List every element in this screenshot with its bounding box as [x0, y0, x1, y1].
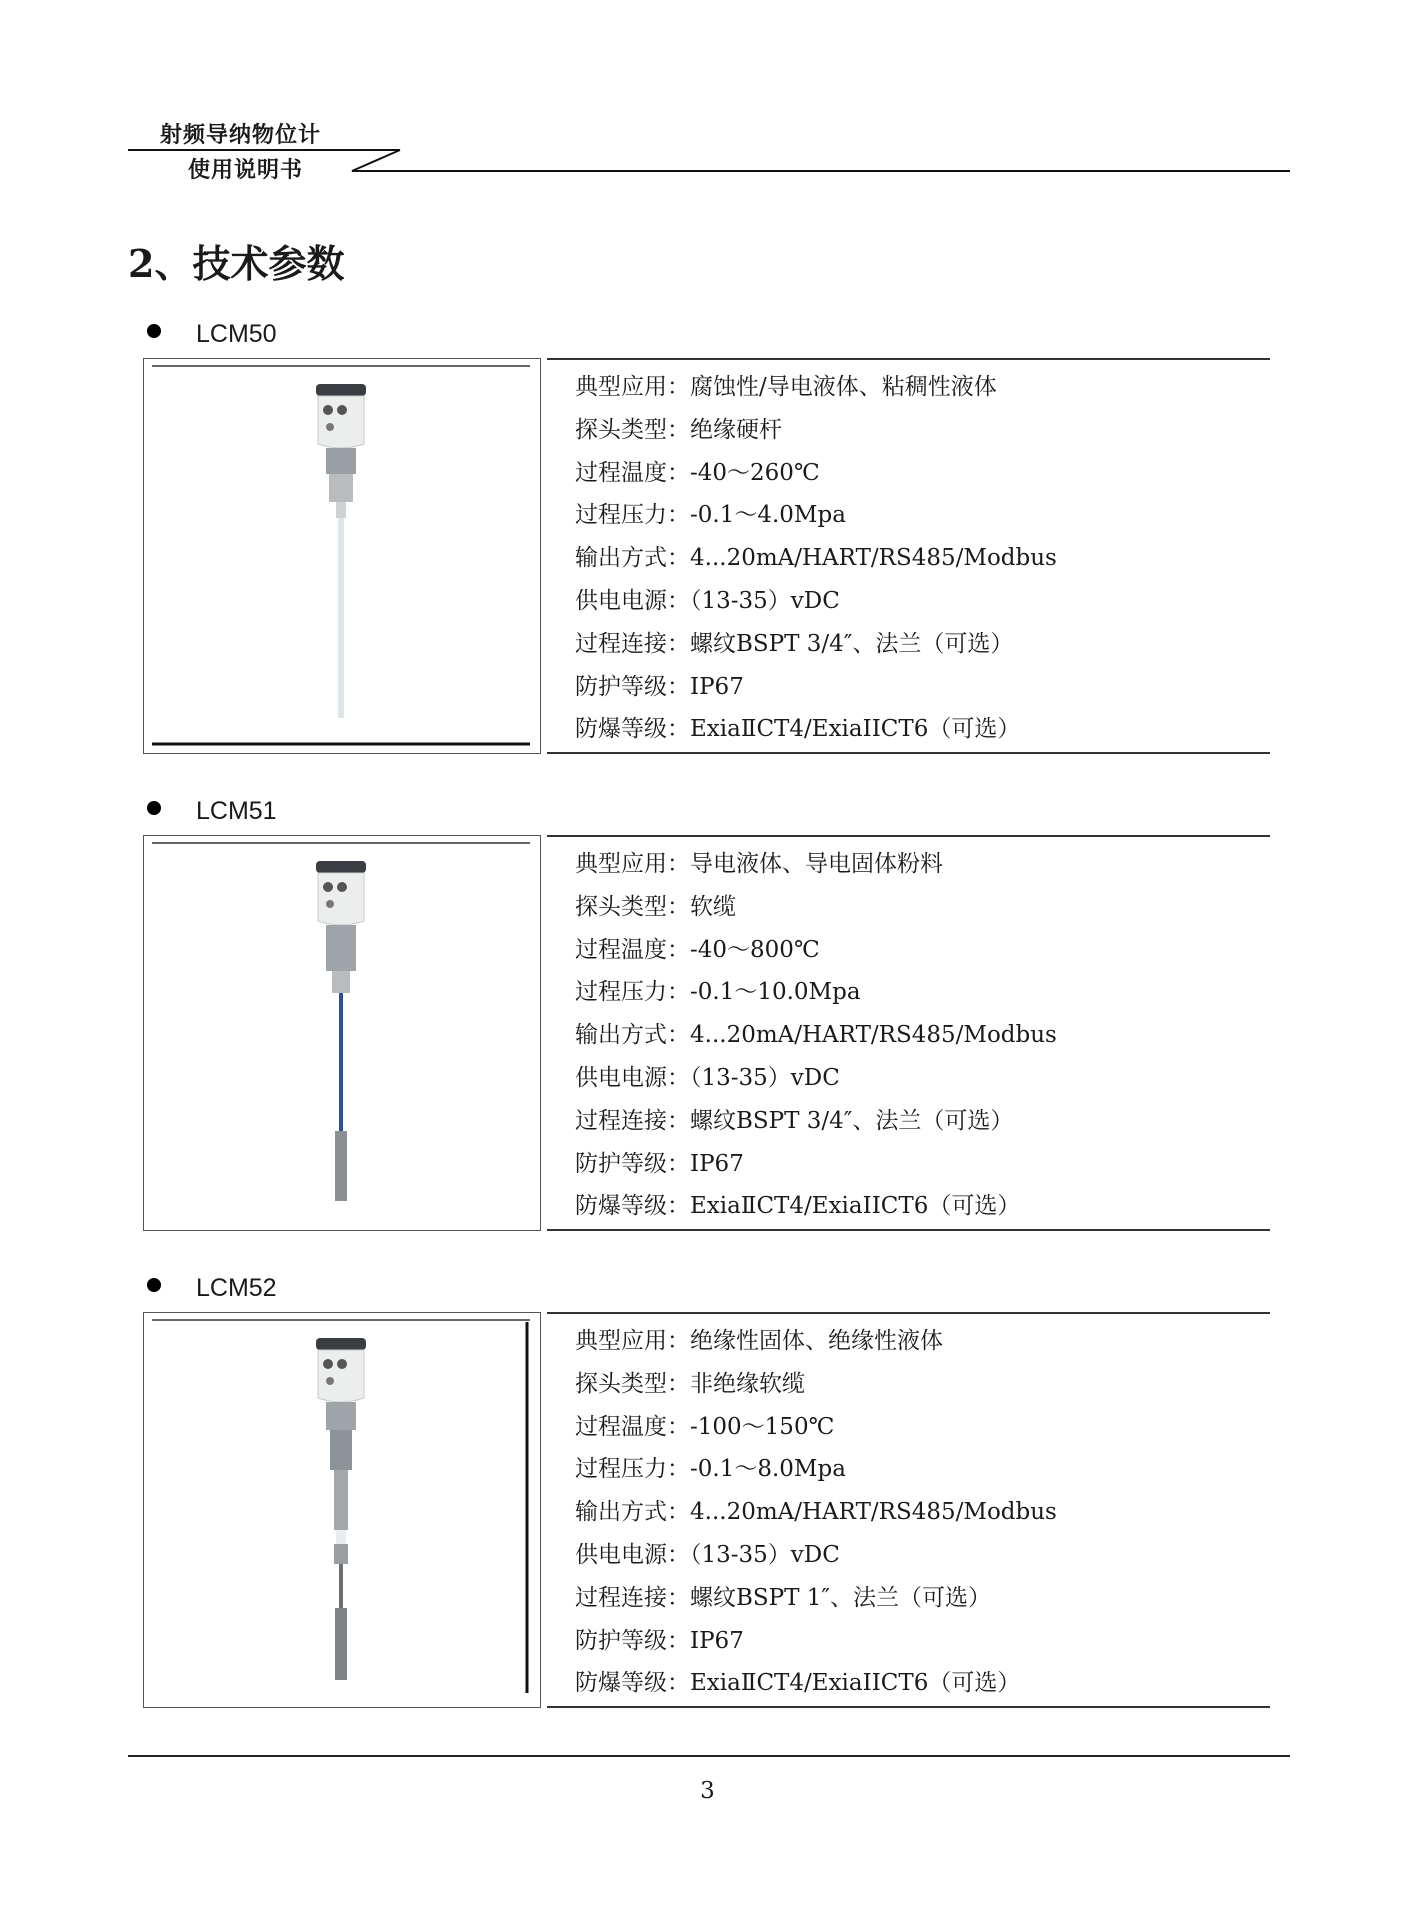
spec-label: 过程压力 — [575, 979, 667, 1006]
spec-value: 螺纹BSPT 1″、法兰（可选） — [690, 1584, 992, 1611]
spec-row: 过程温度：-40～800℃ — [575, 936, 820, 963]
spec-value: IP67 — [690, 1627, 744, 1654]
spec-value: IP67 — [690, 673, 744, 700]
spec-row: 过程压力：-0.1～10.0Mpa — [575, 979, 861, 1006]
spec-value: ExiaⅡCT4/ExiaIICT6（可选） — [690, 716, 1021, 743]
spec-label: 过程连接 — [575, 1107, 667, 1134]
spec-label: 供电电源 — [575, 1064, 667, 1091]
spec-label: 典型应用 — [575, 851, 667, 877]
spec-value: 非绝缘软缆 — [690, 1370, 805, 1397]
spec-row: 探头类型：非绝缘软缆 — [575, 1370, 805, 1397]
spec-row: 防护等级：IP67 — [575, 1627, 744, 1654]
spec-row: 典型应用：绝缘性固体、绝缘性液体 — [575, 1328, 943, 1354]
spec-label: 过程温度 — [575, 936, 667, 963]
product-image-lcm50 — [143, 358, 541, 754]
probe-rigid-rod-image — [144, 359, 539, 752]
footer-rule — [128, 1755, 1290, 1757]
spec-label: 探头类型 — [575, 1370, 667, 1397]
spec-value: -40～260℃ — [690, 459, 820, 486]
spec-label: 典型应用 — [575, 374, 667, 400]
spec-label: 防爆等级 — [575, 1193, 667, 1220]
spec-value: （13-35）vDC — [690, 587, 840, 614]
spec-row: 探头类型：绝缘硬杆 — [575, 416, 782, 443]
spec-value: 软缆 — [690, 893, 736, 920]
model-name: LCM51 — [196, 797, 277, 825]
model-name: LCM50 — [196, 320, 277, 348]
spec-value: 导电液体、导电固体粉料 — [690, 851, 943, 877]
spec-row: 过程压力：-0.1～4.0Mpa — [575, 502, 846, 529]
product-lcm52 — [0, 1274, 1415, 1714]
spec-label: 过程温度 — [575, 459, 667, 486]
spec-label: 防爆等级 — [575, 716, 667, 743]
spec-row: 防护等级：IP67 — [575, 673, 744, 700]
spec-row: 防护等级：IP67 — [575, 1150, 744, 1177]
spec-value: ExiaⅡCT4/ExiaIICT6（可选） — [690, 1193, 1021, 1220]
spec-value: 4...20mA/HART/RS485/Modbus — [690, 1022, 1057, 1049]
spec-label: 探头类型 — [575, 893, 667, 920]
spec-row: 过程连接：螺纹BSPT 1″、法兰（可选） — [575, 1584, 992, 1611]
spec-list — [575, 843, 1057, 1228]
spec-label: 防护等级 — [575, 1150, 667, 1177]
spec-label: 供电电源 — [575, 1541, 667, 1568]
spec-row: 输出方式：4...20mA/HART/RS485/Modbus — [575, 1499, 1057, 1526]
spec-rule-bottom — [547, 752, 1270, 754]
spec-value: -0.1～4.0Mpa — [690, 502, 846, 529]
spec-row: 过程连接：螺纹BSPT 3/4″、法兰（可选） — [575, 1107, 1014, 1134]
spec-row: 典型应用：腐蚀性/导电液体、粘稠性液体 — [575, 374, 997, 400]
spec-rule-top — [547, 358, 1270, 360]
spec-row: 供电电源：（13-35）vDC — [575, 1064, 840, 1091]
spec-rule-bottom — [547, 1706, 1270, 1708]
spec-label: 防爆等级 — [575, 1670, 667, 1697]
spec-value: -40～800℃ — [690, 936, 820, 963]
product-image-lcm52 — [143, 1312, 541, 1708]
spec-value: -0.1～8.0Mpa — [690, 1456, 846, 1483]
spec-value: 绝缘性固体、绝缘性液体 — [690, 1328, 943, 1354]
spec-label: 供电电源 — [575, 587, 667, 614]
spec-value: -100～150℃ — [690, 1413, 835, 1440]
spec-label: 典型应用 — [575, 1328, 667, 1354]
spec-label: 过程压力 — [575, 1456, 667, 1483]
header-rule — [0, 0, 1415, 200]
spec-row: 输出方式：4...20mA/HART/RS485/Modbus — [575, 1022, 1057, 1049]
spec-label: 过程压力 — [575, 502, 667, 529]
spec-row: 防爆等级：ExiaⅡCT4/ExiaIICT6（可选） — [575, 716, 1021, 743]
spec-value: ExiaⅡCT4/ExiaIICT6（可选） — [690, 1670, 1021, 1697]
spec-label: 防护等级 — [575, 673, 667, 700]
spec-value: 4...20mA/HART/RS485/Modbus — [690, 545, 1057, 572]
bullet-icon — [147, 801, 161, 815]
section-title: 2、技术参数 — [128, 241, 345, 286]
spec-value: 螺纹BSPT 3/4″、法兰（可选） — [690, 1107, 1014, 1134]
spec-label: 过程连接 — [575, 630, 667, 657]
spec-list — [575, 366, 1057, 751]
spec-value: IP67 — [690, 1150, 744, 1177]
spec-rule-bottom — [547, 1229, 1270, 1231]
product-lcm50 — [0, 320, 1415, 760]
spec-value: 腐蚀性/导电液体、粘稠性液体 — [690, 374, 997, 400]
spec-label: 输出方式 — [575, 1499, 667, 1526]
spec-rule-top — [547, 1312, 1270, 1314]
header-title: 射频导纳物位计 — [160, 123, 322, 148]
spec-row: 供电电源：（13-35）vDC — [575, 587, 840, 614]
spec-value: （13-35）vDC — [690, 1064, 840, 1091]
page-number: 3 — [700, 1778, 715, 1804]
bullet-icon — [147, 1278, 161, 1292]
spec-row: 过程温度：-40～260℃ — [575, 459, 820, 486]
spec-row: 探头类型：软缆 — [575, 893, 736, 920]
product-image-lcm51 — [143, 835, 541, 1231]
spec-label: 输出方式 — [575, 1022, 667, 1049]
probe-cable-image — [144, 836, 539, 1229]
product-lcm51 — [0, 797, 1415, 1237]
spec-label: 输出方式 — [575, 545, 667, 572]
spec-value: 绝缘硬杆 — [690, 416, 782, 443]
spec-row: 防爆等级：ExiaⅡCT4/ExiaIICT6（可选） — [575, 1193, 1021, 1220]
spec-list — [575, 1320, 1057, 1705]
spec-row: 典型应用：导电液体、导电固体粉料 — [575, 851, 943, 877]
spec-value: 螺纹BSPT 3/4″、法兰（可选） — [690, 630, 1014, 657]
bullet-icon — [147, 324, 161, 338]
spec-row: 过程压力：-0.1～8.0Mpa — [575, 1456, 846, 1483]
spec-rule-top — [547, 835, 1270, 837]
spec-row: 过程温度：-100～150℃ — [575, 1413, 835, 1440]
spec-row: 输出方式：4...20mA/HART/RS485/Modbus — [575, 545, 1057, 572]
spec-label: 防护等级 — [575, 1627, 667, 1654]
spec-label: 探头类型 — [575, 416, 667, 443]
header-subtitle: 使用说明书 — [188, 158, 304, 183]
probe-non-insulated-cable-image — [144, 1313, 539, 1706]
model-name: LCM52 — [196, 1274, 277, 1302]
spec-label: 过程温度 — [575, 1413, 667, 1440]
spec-label: 过程连接 — [575, 1584, 667, 1611]
spec-value: -0.1～10.0Mpa — [690, 979, 861, 1006]
spec-value: 4...20mA/HART/RS485/Modbus — [690, 1499, 1057, 1526]
spec-value: （13-35）vDC — [690, 1541, 840, 1568]
spec-row: 供电电源：（13-35）vDC — [575, 1541, 840, 1568]
spec-row: 过程连接：螺纹BSPT 3/4″、法兰（可选） — [575, 630, 1014, 657]
spec-row: 防爆等级：ExiaⅡCT4/ExiaIICT6（可选） — [575, 1670, 1021, 1697]
